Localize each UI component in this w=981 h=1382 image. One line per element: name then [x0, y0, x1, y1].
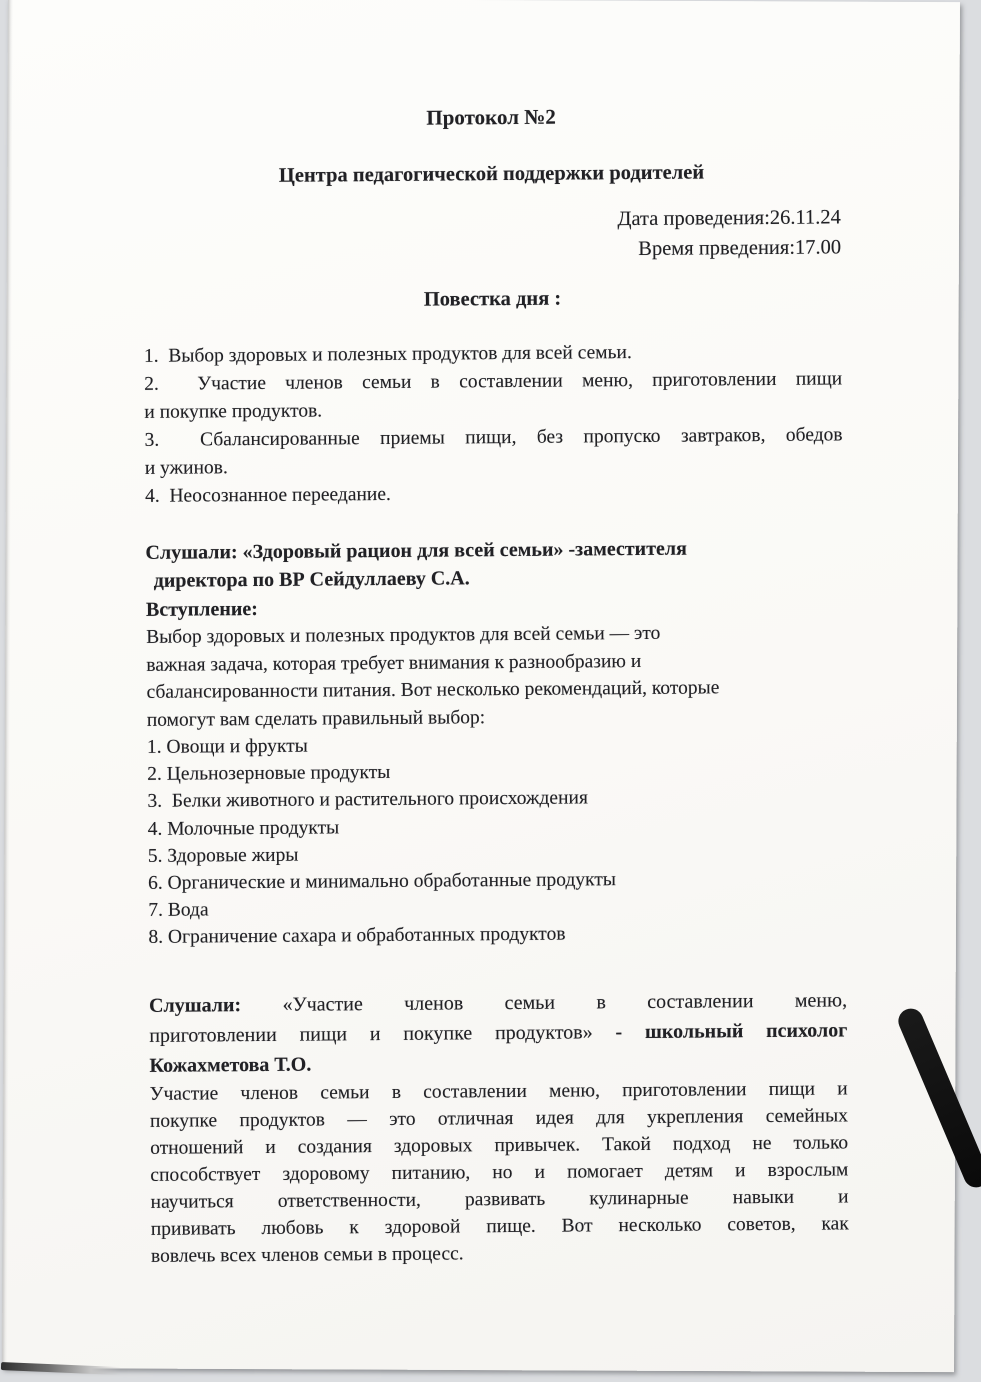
section2-title-part-2: приготовлении пищи и покупке продуктов» — [149, 1020, 593, 1047]
text-line: вовлечь всех членов семьи в процесс. — [150, 1243, 464, 1267]
text-line: сбалансированности питания. Вот несколько рекомендаций, которые — [146, 677, 720, 703]
list-item: 1. Овощи и фрукты — [146, 735, 308, 758]
document-content — [141, 0, 849, 1269]
section2-heading-line-2 — [149, 1015, 847, 1050]
meta-block — [143, 202, 841, 267]
section1-heading — [145, 533, 843, 594]
agenda-item-3-line-2: и ужинов. — [144, 457, 228, 479]
meta-date: Дата проведения:26.11.24 — [617, 206, 841, 231]
list-item: 8. Ограничение сахара и обработанных продуктов — [148, 924, 566, 949]
list-item: 5. Здоровые жиры — [147, 844, 299, 867]
section2-title-part-1: «Участие членов семьи в составлении меню, — [282, 988, 848, 1016]
document-subtitle: Центра педагогической поддержки родителей — [278, 161, 705, 187]
meta-time: Время прведения:17.00 — [638, 236, 842, 260]
section1-paragraph — [146, 618, 845, 733]
text-line: важная задача, которая требует внимания к разнообразию и — [146, 650, 642, 676]
section2-label: Слушали: — [148, 993, 242, 1017]
agenda-item-2-line-2: и покупке продуктов. — [144, 400, 323, 423]
section2-heading-line-1 — [149, 985, 847, 1020]
text-line: Выбор здоровых и полезных продуктов для всей семьи — это — [146, 622, 661, 648]
list-item: 2. Цельнозерновые продукты — [147, 762, 391, 786]
section1-heading-line-2: директора по ВР Сейдуллаеву С.А. — [153, 567, 470, 592]
recommendations-list — [147, 728, 847, 951]
section2-paragraph — [150, 1075, 849, 1269]
text-line: помогут вам сделать правильный выбор: — [146, 706, 486, 731]
text-line: отношений и создания здоровых привычек. Такой подход не только — [150, 1131, 849, 1159]
text-line: научиться ответственности, развивать кулинарные навыки и — [150, 1185, 849, 1213]
list-item: 7. Вода — [148, 899, 209, 922]
section2-heading — [149, 985, 848, 1080]
section2-speaker-part-2: Кожахметова Т.О. — [149, 1053, 312, 1077]
list-item: 4. Молочные продукты — [147, 816, 340, 840]
text-line: способствует здоровому питанию, но и помогает детям и взрослым — [150, 1158, 849, 1186]
section2-speaker-part-1: - школьный психолог — [615, 1018, 848, 1043]
agenda-item-3-line-1: 3. Сбалансированные приемы пищи, без пропуско завтраков, обедов — [144, 424, 843, 451]
document-page — [2, 0, 960, 1372]
agenda-list — [144, 337, 843, 510]
agenda-heading: Повестка дня : — [423, 287, 562, 311]
section1-intro-label: Вступление: — [145, 597, 258, 621]
text-line: покупке продуктов — это отличная идея для укрепления семейных — [149, 1104, 849, 1132]
page-edge-shadow — [1, 1362, 121, 1375]
section1-heading-line-1: Слушали: «Здоровый рацион для всей семьи» -заместителя — [145, 537, 687, 564]
list-item: 3. Белки животного и растительного происхождения — [147, 787, 588, 813]
text-line: прививать любовь к здоровой пище. Вот несколько советов, как — [150, 1212, 849, 1240]
list-item: 6. Органические и минимально обработанные продукты — [147, 869, 617, 894]
document-title: Протокол №2 — [426, 104, 556, 130]
agenda-item-2-line-1: 2. Участие членов семьи в составлении меню, приготовлении пищи — [144, 368, 843, 395]
text-line: Участие членов семьи в составлении меню, приготовлении пищи и — [149, 1077, 848, 1105]
agenda-item-1: 1. Выбор здоровых и полезных продуктов для всей семьи. — [143, 342, 632, 367]
agenda-item-4: 4. Неосознанное переедание. — [144, 483, 391, 507]
